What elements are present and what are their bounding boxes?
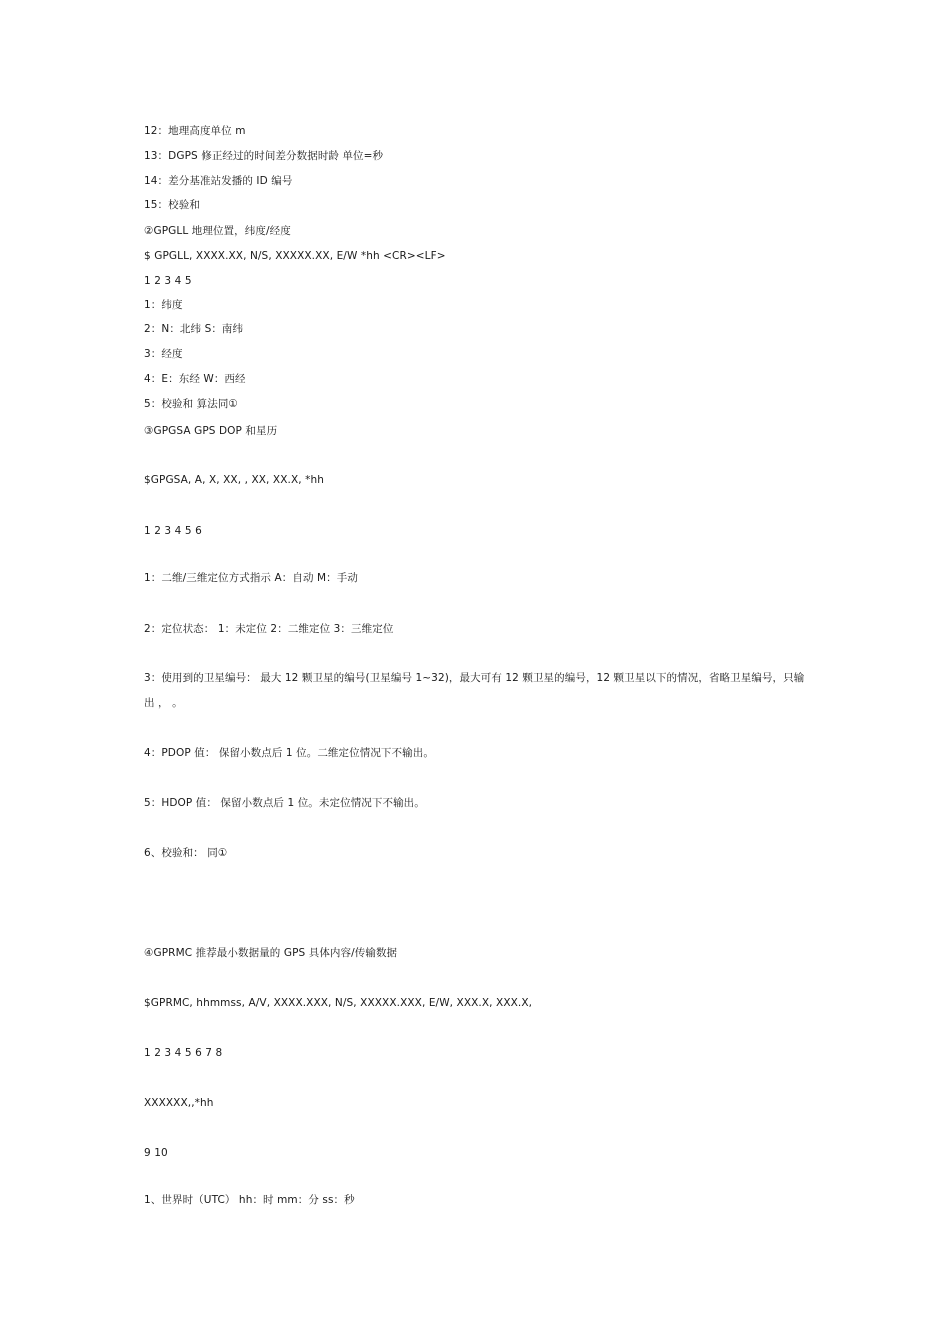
section-gpgsa-heading: ③GPGSA GPS DOP 和星历 (144, 425, 278, 437)
gpgll-item-2: 2：N：北纬 S：南纬 (144, 323, 244, 335)
gpgsa-item-1: 1：二维/三维定位方式指示 A：自动 M：手动 (144, 572, 358, 584)
item-12-altitude-unit: 12：地理高度单位 m (144, 125, 246, 137)
gpgsa-format: $GPGSA, A, X, XX, , XX, XX.X, *hh (144, 474, 324, 486)
gpgll-field-numbers: 1 2 3 4 5 (144, 275, 192, 287)
gpgll-item-3: 3：经度 (144, 348, 183, 360)
section-gpgll-heading: ②GPGLL 地理位置，纬度/经度 (144, 225, 291, 237)
gprmc-field-numbers: 1 2 3 4 5 6 7 8 (144, 1047, 223, 1059)
gpgll-item-5: 5：校验和 算法同① (144, 398, 238, 410)
gprmc-format-continued: XXXXXX,,*hh (144, 1097, 214, 1109)
gprmc-item-1: 1、世界时（UTC） hh：时 mm：分 ss：秒 (144, 1194, 355, 1206)
gpgll-format: $ GPGLL, XXXX.XX, N/S, XXXXX.XX, E/W *hh <CR><LF> (144, 250, 446, 262)
gpgsa-item-2: 2：定位状态： 1：未定位 2：二维定位 3：三维定位 (144, 623, 394, 635)
gpgll-item-1: 1：纬度 (144, 299, 183, 311)
gpgsa-item-6: 6、校验和： 同① (144, 847, 228, 859)
gpgsa-field-numbers: 1 2 3 4 5 6 (144, 525, 202, 537)
gpgsa-item-3: 3：使用到的卫星编号： 最大 12 颗卫星的编号(卫星编号 1~32)，最大可有 12 颗卫星的编号，12 颗卫星以下的情况，省略卫星编号，只输出 ， 。 (144, 672, 805, 709)
item-13-dgps-age: 13：DGPS 修正经过的时间差分数据时龄 单位=秒 (144, 150, 384, 162)
section-gprmc-heading: ④GPRMC 推荐最小数据量的 GPS 具体内容/传输数据 (144, 947, 398, 959)
gpgsa-item-5: 5：HDOP 值： 保留小数点后 1 位。未定位情况下不输出。 (144, 797, 425, 809)
gprmc-field-numbers-continued: 9 10 (144, 1147, 168, 1159)
gpgll-item-4: 4：E：东经 W：西经 (144, 373, 246, 385)
gpgsa-item-4: 4：PDOP 值： 保留小数点后 1 位。二维定位情况下不输出。 (144, 747, 434, 759)
gprmc-format: $GPRMC, hhmmss, A/V, XXXX.XXX, N/S, XXXXX.XXX, E/W, XXX.X, XXX.X, (144, 997, 533, 1009)
item-15-checksum: 15：校验和 (144, 199, 200, 211)
item-14-station-id: 14：差分基准站发播的 ID 编号 (144, 175, 293, 187)
